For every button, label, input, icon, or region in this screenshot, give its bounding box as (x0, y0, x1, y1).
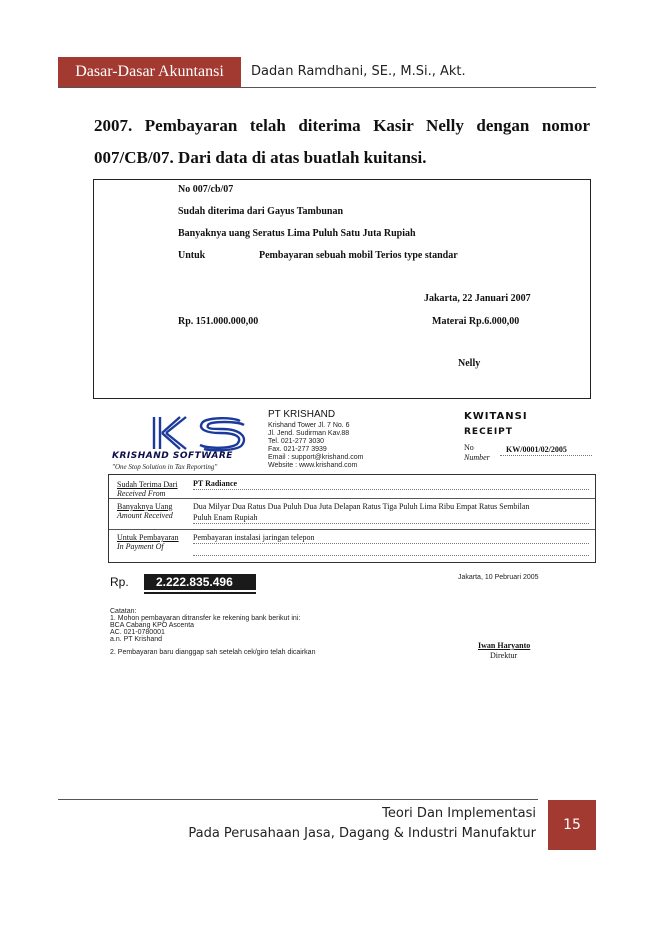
purpose-dotted-line-1 (193, 543, 589, 544)
notes-title: Catatan: (110, 608, 137, 615)
receipt-no-label-en: Number (464, 453, 490, 462)
from-value: PT Radiance (193, 479, 238, 488)
body-paragraph: 2007. Pembayaran telah diterima Kasir Nelly dengan nomor 007/CB/07. Dari data di atas buatlah kuitansi. (94, 116, 590, 167)
sample-receipt (108, 405, 596, 667)
amount-words-label: Banyaknya Uang (117, 502, 173, 511)
kuitansi-stamp: Materai Rp.6.000,00 (432, 316, 520, 327)
number-dotted-line (500, 455, 592, 456)
book-title-tab: Dasar-Dasar Akuntansi (58, 57, 241, 87)
footer-rule (58, 799, 538, 800)
note-line: 1. Mohon pembayaran ditransfer ke rekening bank berikut ini: (110, 615, 301, 622)
address-line: Krishand Tower Jl. 7 No. 6 (268, 422, 350, 429)
purpose-label: Untuk Pembayaran (117, 533, 179, 542)
kuitansi-signer: Nelly (458, 358, 481, 369)
amount-words-line-1: Dua Milyar Dua Ratus Dua Puluh Dua Juta Delapan Ratus Tiga Puluh Lima Ribu Empat Ratus Sembilan (193, 502, 530, 511)
kuitansi-amount: Rp. 151.000.000,00 (178, 316, 259, 327)
purpose-dotted-line-2 (193, 555, 589, 556)
row-divider (109, 498, 595, 499)
from-label-en: Received From (117, 489, 166, 498)
amount-prefix: Rp. (110, 575, 129, 589)
note-line: 2. Pembayaran baru dianggap sah setelah cek/giro telah dicairkan (110, 649, 316, 656)
from-label: Sudah Terima Dari (117, 480, 178, 489)
note-line: BCA Cabang KPO Ascenta (110, 622, 195, 629)
author-name: Dadan Ramdhani, SE., M.Si., Akt. (251, 64, 466, 79)
purpose-label-en: In Payment Of (117, 542, 164, 551)
receipt-place-date: Jakarta, 10 Pebruari 2005 (458, 574, 539, 581)
logo-text: KRISHAND SOFTWARE (112, 451, 233, 461)
footer-subtitle-1: Teori Dan Implementasi (382, 806, 536, 821)
amount-dotted-line (193, 523, 589, 524)
purpose-value: Pembayaran instalasi jaringan telepon (193, 533, 315, 542)
amount-words-line-2: Puluh Enam Rupiah (193, 513, 258, 522)
kuitansi-place-date: Jakarta, 22 Januari 2007 (424, 293, 531, 304)
amount-underline (144, 592, 256, 594)
page-number: 15 (548, 800, 596, 850)
amount-box (108, 572, 256, 594)
receipt-title-en: RECEIPT (464, 427, 513, 437)
note-line: AC. 021-0780001 (110, 629, 165, 636)
kuitansi-purpose-value: Pembayaran sebuah mobil Terios type standar (259, 250, 458, 261)
amount-words-label-en: Amount Received (117, 511, 173, 520)
note-line: a.n. PT Krishand (110, 636, 163, 643)
kuitansi-received-from: Sudah diterima dari Gayus Tambunan (178, 206, 344, 217)
address-line: Tel. 021-277 3030 (268, 438, 325, 445)
kuitansi-purpose-label: Untuk (178, 250, 206, 261)
header-rule (58, 87, 596, 88)
footer-subtitle-2: Pada Perusahaan Jasa, Dagang & Industri Manufaktur (188, 826, 536, 841)
address-line: Email : support@krishand.com (268, 454, 364, 461)
receipt-company: PT KRISHAND (268, 409, 336, 420)
receipt-no-label: No (464, 443, 474, 452)
kuitansi-box (93, 179, 591, 399)
row-divider (109, 529, 595, 530)
receipt-signer-name: Iwan Haryanto (478, 641, 531, 650)
receipt-signer-title: Direktur (490, 651, 518, 660)
amount-value: 2.222.835.496 (156, 575, 233, 589)
from-dotted-line (193, 489, 589, 490)
address-line: Website : www.krishand.com (268, 462, 358, 469)
receipt-title: KWITANSI (464, 411, 528, 422)
krishand-logo-icon (150, 415, 250, 453)
kuitansi-amount-words: Banyaknya uang Seratus Lima Puluh Satu Juta Rupiah (178, 228, 416, 239)
address-line: Fax. 021-277 3939 (268, 446, 327, 453)
kuitansi-number: No 007/cb/07 (178, 184, 234, 195)
logo-tagline: "One Stop Solution in Tax Reporting" (112, 463, 218, 471)
address-line: Jl. Jend. Sudirman Kav.88 (268, 430, 350, 437)
receipt-no-value: KW/0001/02/2005 (506, 445, 567, 454)
receipt-details-box (108, 474, 596, 563)
